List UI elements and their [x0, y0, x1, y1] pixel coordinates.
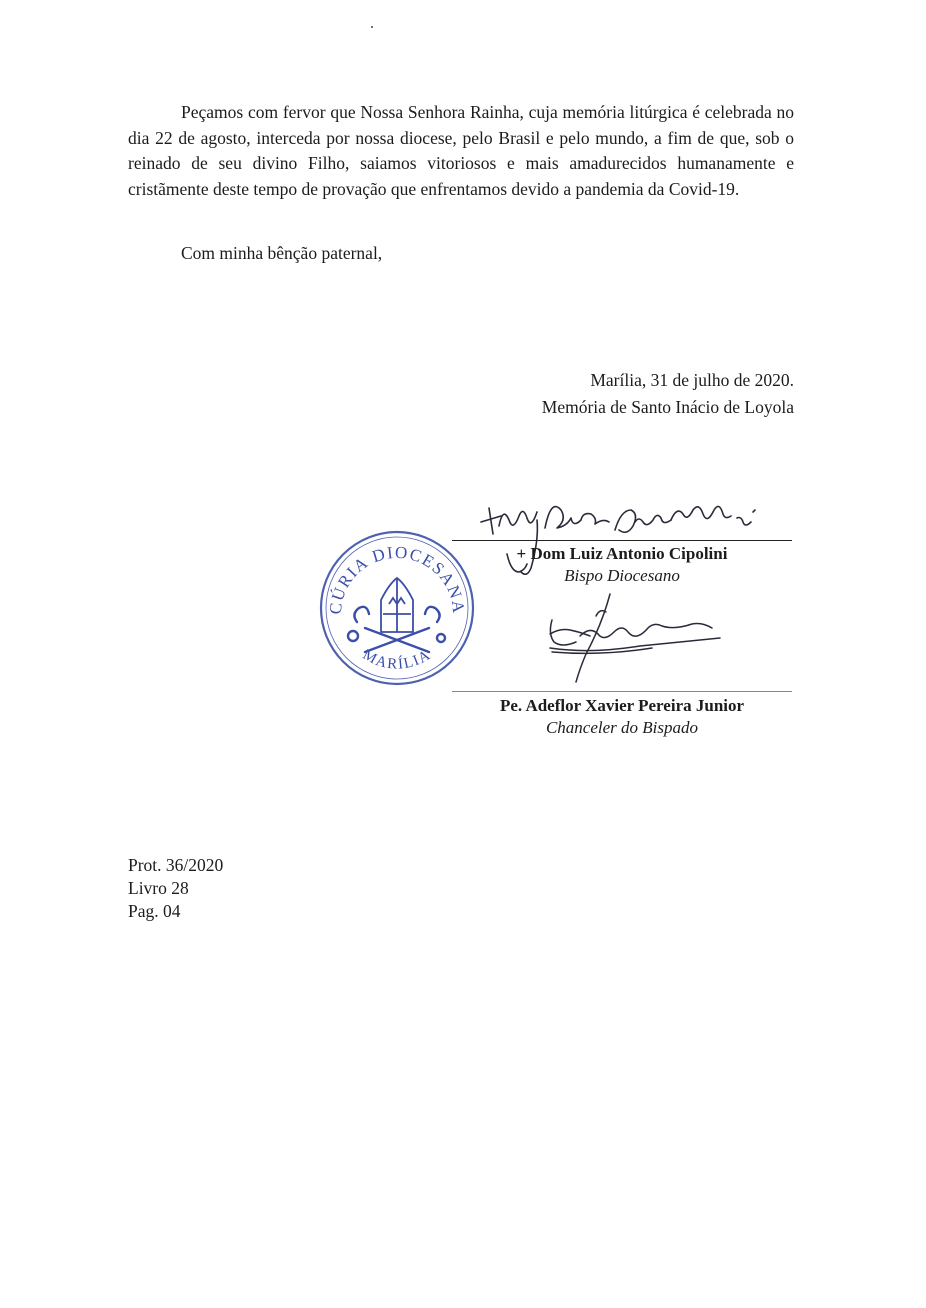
book-number: Livro 28 [128, 878, 189, 898]
date-block [542, 367, 794, 421]
protocol-number: Prot. 36/2020 [128, 855, 224, 875]
signature-line-chancellor [452, 691, 792, 692]
seal-bottom-text: MARÍLIA [359, 646, 435, 673]
page-number: Pag. 04 [128, 901, 181, 921]
closing-greeting: Com minha bênção paternal, [181, 243, 383, 263]
protocol-reference [128, 854, 223, 923]
place-and-date: Marília, 31 de julho de 2020. [590, 370, 794, 390]
liturgical-memorial: Memória de Santo Inácio de Loyola [541, 397, 794, 417]
chancellor-signature [540, 590, 730, 690]
bishop-role: Bispo Diocesano [564, 566, 680, 585]
seal-top-text: CÚRIA DIOCESANA [325, 542, 469, 616]
scan-speck [371, 26, 373, 28]
signature-line-bishop [452, 540, 792, 541]
bishop-name: + Dom Luiz Antonio Cipolini [516, 544, 728, 563]
chancellor-role: Chanceler do Bispado [545, 718, 699, 737]
chancellor-name: Pe. Adeflor Xavier Pereira Junior [499, 696, 745, 715]
mitre-icon [381, 578, 413, 632]
body-paragraph: Peçamos com fervor que Nossa Senhora Rainha, cuja memória litúrgica é celebrada no dia 22 de agosto, interceda por nossa diocese, pelo Brasil e pelo mundo, a fim de que, sob o reinado de seu divino Filho, saiamos vitoriosos e mais amadurecidos humanamente e cristãmente deste tempo de provação que enfrentamos devido a pandemia da Covid-19. [128, 102, 794, 199]
bishop-signature-block [452, 543, 792, 587]
chancellor-signature-block [452, 695, 792, 739]
